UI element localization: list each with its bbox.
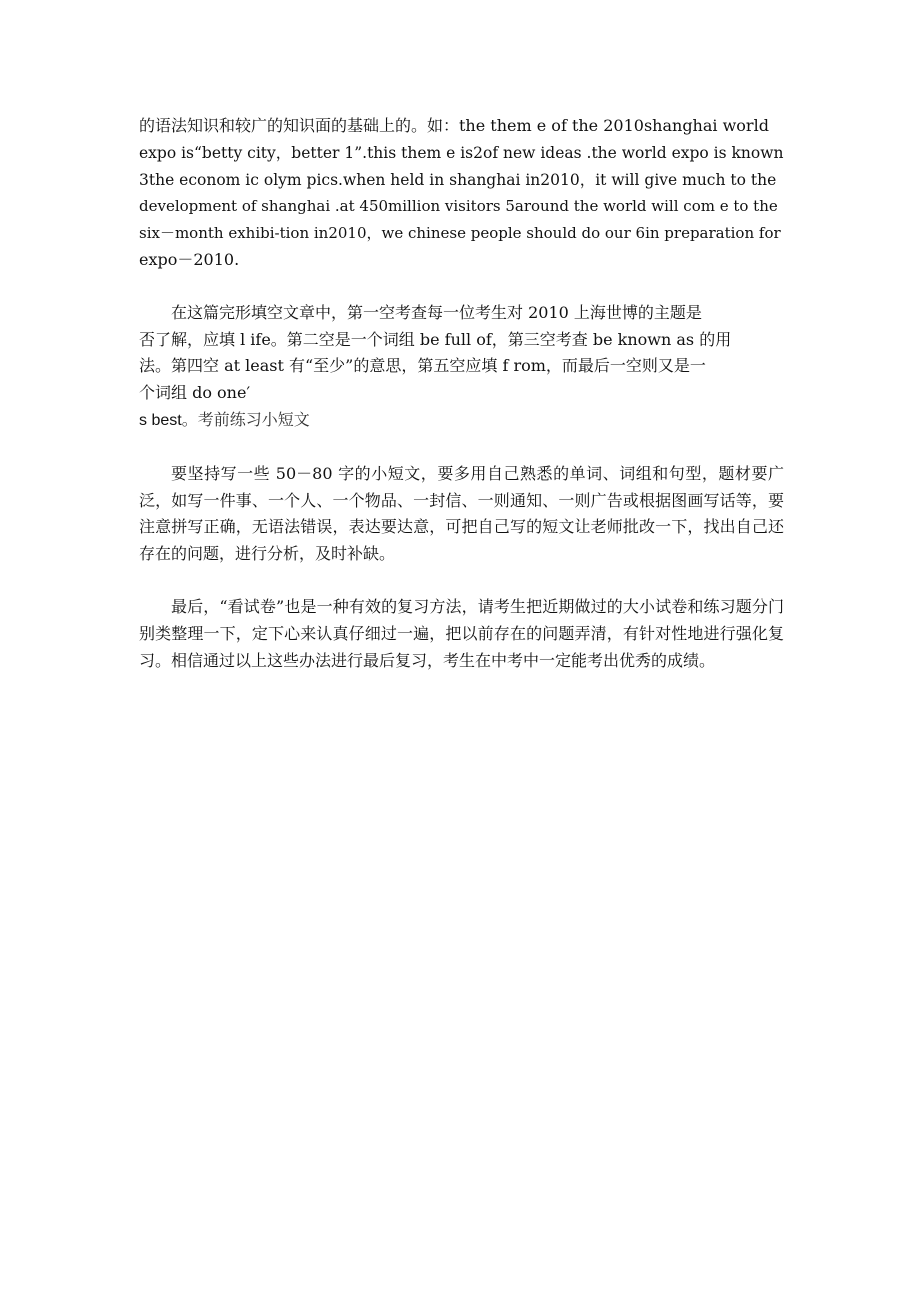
document-body [139, 113, 784, 674]
text-line: 法。第四空 at least 有“至少”的意思，第五空应填 f rom，而最后一空则又是一 [139, 356, 706, 376]
text-line: 3the econom ic olym pics.when held in shanghai in2010，it will give much to the [139, 170, 777, 189]
paragraph-writing-practice: 要坚持写一些 50－80 字的小短文，要多用自己熟悉的单词、词组和句型，题材要广泛，如写一件事、一个人、一个物品、一封信、一则通知、一则广告或根据图画写话等，要注意拼写正确，无语法错误，表达要达意，可把自己写的短文让老师批改一下，找出自己还存在的问题，进行分析，及时补缺。 [139, 463, 784, 564]
text-line: 在这篇完形填空文章中，第一空考查每一位考生对 2010 上海世博的主题是 [171, 302, 702, 322]
text-line: 否了解，应填 l ife。第二空是一个词组 be full of，第三空考查 be known as 的用 [139, 329, 732, 349]
text-line: 个词组 do one′ [139, 383, 251, 403]
paragraph-cloze-passage [139, 113, 784, 274]
section-heading: 。考前练习小短文 [181, 409, 310, 429]
text-line: expo is“betty city，better 1”.this them e is2of new ideas .the world expo is known [139, 143, 784, 162]
text-line: expo－2010. [139, 249, 240, 269]
paragraph-gap [139, 274, 784, 300]
text-line: six－month exhibi-tion in2010，we chinese people should do our 6in preparation for [139, 224, 781, 243]
paragraph-gap [139, 435, 784, 461]
text-line: development of shanghai .at 450million visitors 5around the world will com e to the [139, 197, 778, 216]
paragraph-gap [139, 568, 784, 594]
paragraph-review-papers: 最后，“看试卷”也是一种有效的复习方法，请考生把近期做过的大小试卷和练习题分门别类整理一下，定下心来认真仔细过一遍，把以前存在的问题弄清，有针对性地进行强化复习。相信通过以上这些办法进行最后复习，考生在中考中一定能考出优秀的成绩。 [139, 596, 784, 670]
text-line: 的语法知识和较广的知识面的基础上的。如：the them e of the 2010shanghai world [139, 116, 769, 135]
text-fragment-en: s best [139, 411, 182, 429]
paragraph-analysis [139, 300, 784, 435]
text-line [139, 407, 784, 435]
